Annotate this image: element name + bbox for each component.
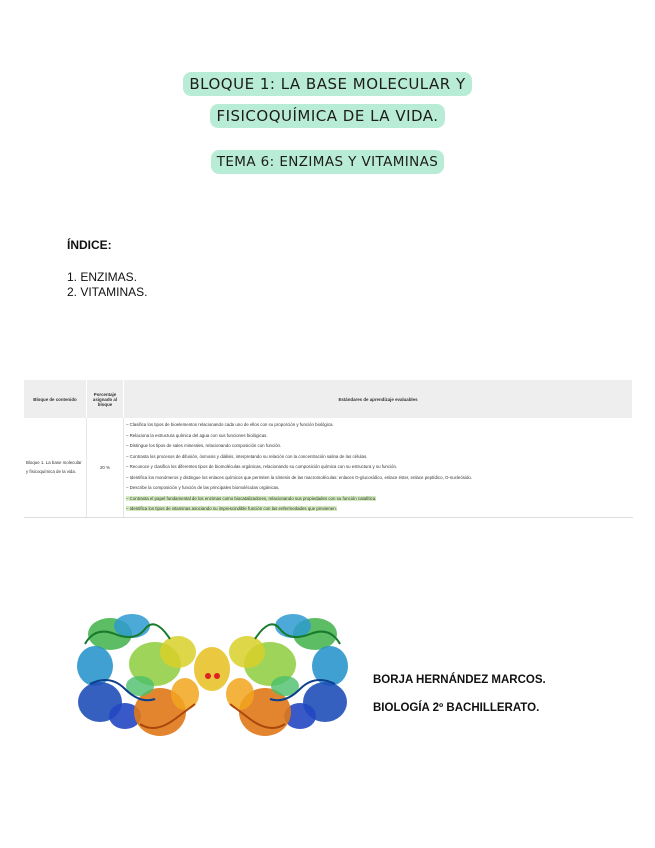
index-item-enzimas: 1. ENZIMAS. (67, 270, 138, 284)
standard-text-vitaminas: – Identifica los tipos de vitaminas asociando su imprescindible función con las enfermedades que previenen. (126, 506, 337, 511)
standard-text-enzimas: – Contrasta el papel fundamental de los enzimas como biocatalizadores, relacionando sus propiedades con su función catalítica. (126, 495, 377, 501)
index-list (67, 270, 147, 300)
header-block: Bloque de contenido (24, 380, 87, 418)
standard-item: – Describe la composición y función de las principales biomoléculas orgánicas. (126, 485, 280, 490)
standards-table (24, 380, 633, 518)
standard-item: – Contrasta los procesos de difusión, ósmosis y diálisis, interpretando su relación con la concentración salina de las células. (126, 453, 368, 459)
standard-item-highlighted (126, 494, 631, 505)
standard-item: – Distingue los tipos de sales minerales, relacionando composición con función. (126, 443, 282, 448)
topic-heading (0, 150, 655, 174)
protein-ribbon-left (77, 614, 199, 736)
author-name: BORJA HERNÁNDEZ MARCOS. (373, 674, 546, 686)
standard-item: – Relaciona la estructura química del agua con sus funciones biológicas. (126, 432, 268, 438)
standard-item: – Identifica los monómeros y distingue los enlaces químicos que permiten la síntesis de las macromoléculas: enlaces O-glucosídico, enlace éster, enlace peptídico, O-nucleósido. (126, 474, 473, 480)
protein-ribbon-right (226, 614, 348, 736)
header-percent: Porcentaje asignado al bloque (87, 380, 124, 418)
document-title (0, 72, 655, 128)
cell-standards (124, 418, 633, 517)
author-course: BIOLOGÍA 2º BACHILLERATO. (373, 702, 540, 714)
table-row (24, 418, 633, 517)
block-name: Bloque 1. La base molecular y fisicoquímica de la vida. (26, 460, 82, 475)
author-block (373, 666, 546, 722)
title-line-1: BLOQUE 1: LA BASE MOLECULAR Y (183, 72, 471, 96)
enzyme-structure-image (70, 604, 355, 750)
header-standards: Estándares de aprendizaje evaluables (124, 380, 633, 418)
standard-item-highlighted (126, 504, 631, 515)
title-line-2: FISICOQUÍMICA DE LA VIDA. (210, 104, 444, 128)
index-heading: ÍNDICE: (67, 238, 112, 252)
standard-item: – Reconoce y clasifica los diferentes tipos de biomoléculas orgánicas, relacionando su composición química con su estructura y su función. (126, 464, 398, 469)
index-item-vitaminas: 2. VITAMINAS. (67, 285, 148, 299)
cell-block (24, 418, 87, 517)
table-header-row (24, 380, 633, 418)
topic-title: TEMA 6: ENZIMAS Y VITAMINAS (211, 150, 445, 174)
standard-item: – Clasifica los tipos de bioelementos relacionando cada uno de ellos con su proporción y función biológica. (126, 422, 334, 427)
protein-core (194, 647, 230, 691)
cell-percent: 20 % (87, 418, 124, 517)
